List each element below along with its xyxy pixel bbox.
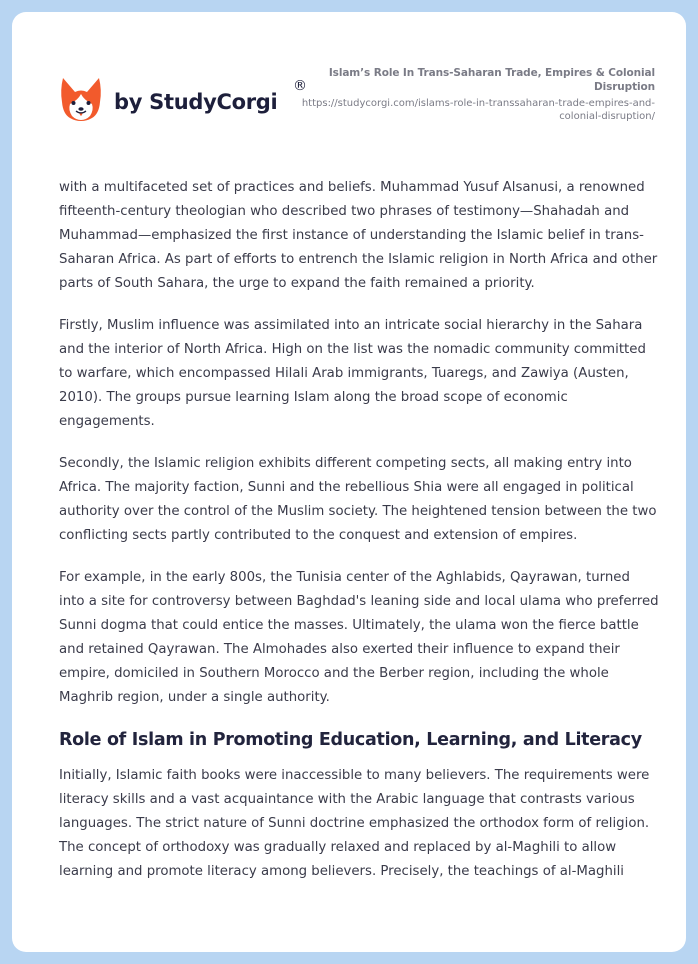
studycorgi-logo[interactable] [60,76,307,122]
paragraph: with a multifaceted set of practices and beliefs. Muhammad Yusuf Alsanusi, a renowned fifteenth-century theologian who described two phrases of testimony—Shahadah and Muhammad—emphasized the first instance of understanding the Islamic belief in trans-Saharan Africa. As part of efforts to entrench the Islamic religion in North Africa and other parts of South Sahara, the urge to expand the faith remained a priority. [59,180,658,291]
document-title: Islam’s Role In Trans-Saharan Trade, Empires & Colonial Disruption [328,67,655,93]
paragraph: For example, in the early 800s, the Tunisia center of the Aghlabids, Qayrawan, turned into a site for controversy between Baghdad's leaning side and local ulama who preferred Sunni dogma that could entice the masses. Ultimately, the ulama won the fierce battle and retained Qayrawan. The Almohades also exerted their influence to expand their empire, domiciled in Southern Morocco and the Berber region, including the whole Maghrib region, under a single authority. [59,570,659,705]
paragraph: Initially, Islamic faith books were inaccessible to many believers. The requirements were literacy skills and a vast acquaintance with the Arabic language that contrasts various languages. The strict nature of Sunni doctrine emphasized the orthodox form of religion. The concept of orthodoxy was gradually relaxed and replaced by al-Maghili to allow learning and promote literacy among believers. Precisely, the teachings of al-Maghili [59,768,650,879]
document-page [12,12,686,952]
registered-mark: ® [293,78,307,94]
page-header [12,12,686,152]
paragraph: Secondly, the Islamic religion exhibits different competing sects, all making entry into Africa. The majority faction, Sunni and the rebellious Shia were all engaged in political authority over the control of the Muslim society. The heightened tension between the two conflicting sects partly contributed to the conquest and extension of empires. [59,456,657,543]
document-url[interactable]: https://studycorgi.com/islams-role-in-transsaharan-trade-empires-and-colonial-disruption/ [301,98,655,122]
document-meta [295,66,655,123]
section-heading: Role of Islam in Promoting Education, Learning, and Literacy [59,730,642,750]
corgi-face-icon [60,76,102,122]
paragraph: Firstly, Muslim influence was assimilated into an intricate social hierarchy in the Sahara and the interior of North Africa. High on the list was the nomadic community committed to warfare, which encompassed Hilali Arab immigrants, Tuaregs, and Zawiya (Austen, 2010). The groups pursue learning Islam along the broad scope of economic engagements. [59,318,646,429]
article-body [59,176,659,902]
brand-name: by StudyCorgi [114,90,278,114]
